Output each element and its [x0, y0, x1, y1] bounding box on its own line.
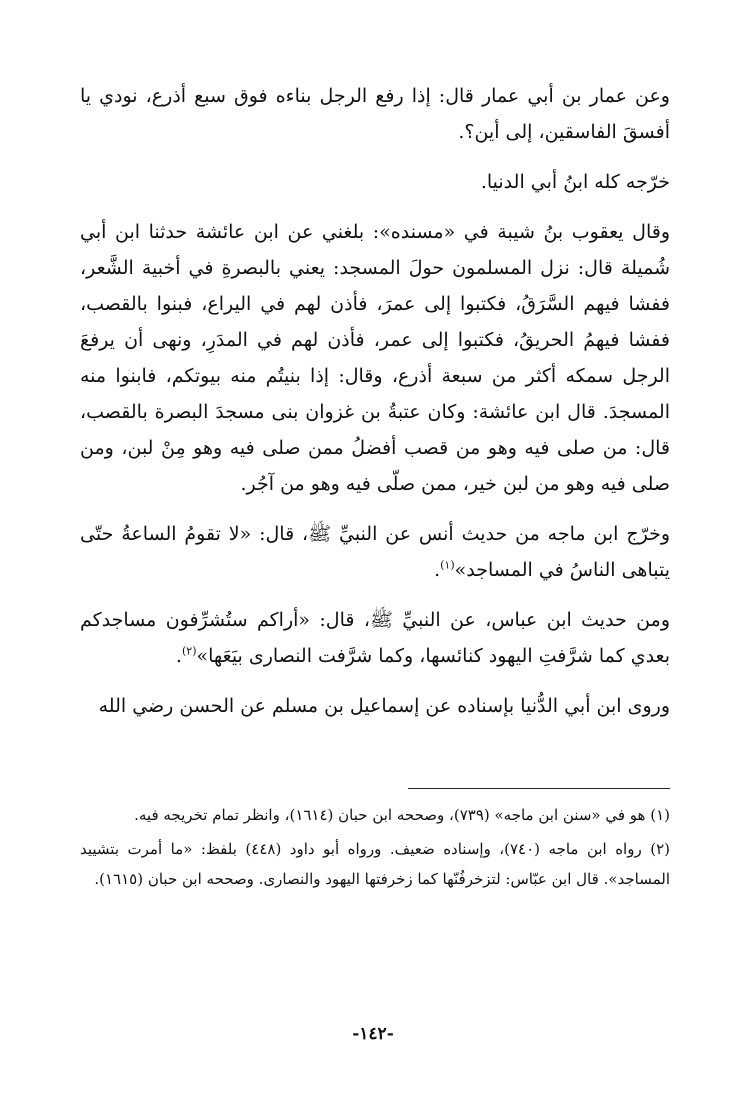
- footnote-ref-1: (١): [440, 558, 455, 572]
- footnotes: [80, 800, 670, 894]
- paragraph-ibn-majah-text: وخرّج ابن ماجه من حديث أنس عن النبيِّ ﷺ، قال: «لا تقومُ الساعةُ حتّى يتباهى الناسُ في المساجد»: [80, 523, 670, 581]
- paragraph-ibn-majah: [80, 516, 670, 588]
- paragraph-ibn-majah-period: .: [434, 559, 441, 581]
- main-text: [80, 78, 670, 724]
- footnote-1: (١) هو في «سنن ابن ماجه» (٧٣٩)، وصححه ابن حبان (١٦١٤)، وانظر تمام تخريجه فيه.: [134, 806, 670, 824]
- paragraph-ibn-abi-dunya: وروى ابن أبي الدُّنيا بإسناده عن إسماعيل بن مسلم عن الحسن رضي الله: [98, 695, 670, 717]
- paragraph-ibn-abbas-period: .: [175, 645, 182, 667]
- page-number: -١٤٢-: [352, 1024, 394, 1044]
- paragraph-yaqub: وقال يعقوب بنُ شيبة في «مسنده»: بلغني عن ابن عائشة حدثنا ابن أبي شُميلة قال: نزل المسلمون حولَ المسجد: يعني بالبصرةِ في أخبية الشَّعر، ففشا فيهم السَّرَقُ، فكتبوا إلى عمرَ، فأذن لهم في اليراع، فبنوا بالقصب، ففشا فيهمُ الحريقُ، فكتبوا إلى عمر، فأذن لهم في المدَرِ، ونهى أن يرفعَ الرجل سمكه أكثر من سبعة أذرع، وقال: إذا بنيتُم منه بيوتكم، فابنوا منه المسجدَ. قال ابن عائشة: وكان عتبةُ بن غزوان بنى مسجدَ البصرة بالقصب، قال: من صلى فيه وهو من قصب أفضلُ ممن صلى فيه وهو مِنْ لبن، ومن صلى فيه وهو من لبن خير، ممن صلّى فيه وهو من آجُر.: [80, 221, 670, 495]
- paragraph-ammar: وعن عمار بن أبي عمار قال: إذا رفع الرجل بناءه فوق سبع أذرع، نودي يا أفسقَ الفاسقين، إلى أين؟.: [80, 85, 670, 143]
- footnote-ref-2: (٢): [181, 644, 197, 658]
- footnote-2: (٢) رواه ابن ماجه (٧٤٠)، وإسناده ضعيف. ورواه أبو داود (٤٤٨) بلفظ: «ما أمرت بتشييد المساجد». قال ابن عبّاس: لتزخرفُنّها كما زخرفتها اليهود والنصارى. وصححه ابن حبان (١٦١٥).: [80, 840, 670, 888]
- footnote-divider: [408, 788, 670, 789]
- paragraph-takhrij: خرّجه كله ابنُ أبي الدنيا.: [480, 171, 670, 193]
- paragraph-ibn-abbas-text: ومن حديث ابن عباس، عن النبيِّ ﷺ، قال: «أراكم ستُشرِّفون مساجدكم بعدي كما شرَّفتِ اليهود كنائسها، وكما شرَّفت النصارى بيَعَها»: [80, 609, 670, 667]
- paragraph-ibn-abbas: [80, 602, 670, 674]
